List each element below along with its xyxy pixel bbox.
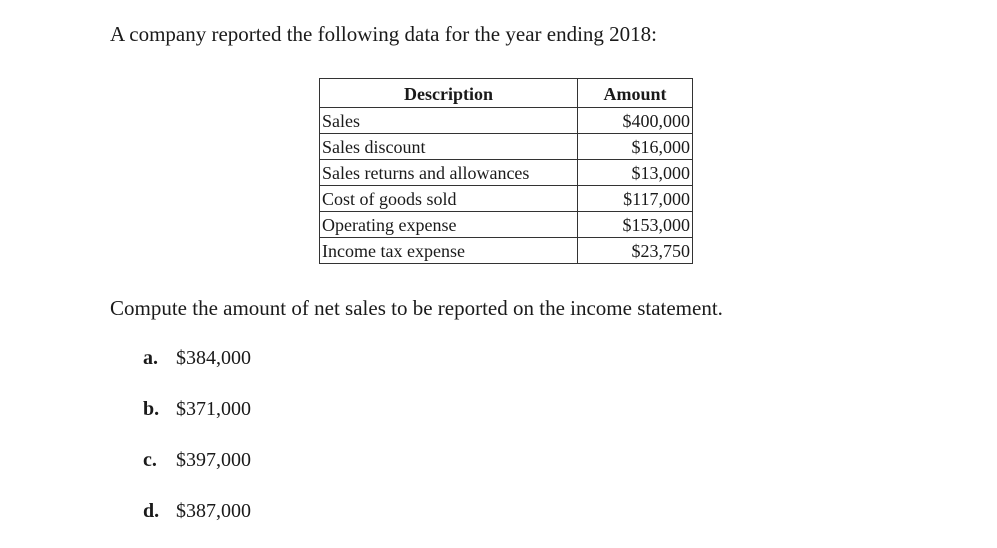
row-amount: $16,000 (578, 134, 693, 160)
table-row (320, 160, 693, 186)
row-description: Sales returns and allowances (320, 160, 578, 186)
column-header-amount: Amount (578, 79, 693, 108)
row-amount: $23,750 (578, 238, 693, 264)
table-row (320, 238, 693, 264)
row-description: Operating expense (320, 212, 578, 238)
option-letter: d. (143, 500, 160, 522)
option-value: $384,000 (176, 347, 251, 369)
row-amount: $153,000 (578, 212, 693, 238)
row-amount: $400,000 (578, 108, 693, 134)
option-value: $387,000 (176, 500, 251, 522)
option-value: $397,000 (176, 449, 251, 471)
answer-options-list (143, 344, 251, 548)
table-row (320, 212, 693, 238)
answer-option-b[interactable] (143, 395, 251, 446)
question-text: Compute the amount of net sales to be reported on the income statement. (110, 296, 723, 320)
row-description: Sales (320, 108, 578, 134)
answer-option-c[interactable] (143, 446, 251, 497)
answer-option-a[interactable] (143, 344, 251, 395)
table-row (320, 108, 693, 134)
row-description: Sales discount (320, 134, 578, 160)
row-amount: $117,000 (578, 186, 693, 212)
intro-text: A company reported the following data for the year ending 2018: (110, 22, 658, 46)
option-letter: a. (143, 347, 158, 369)
row-description: Cost of goods sold (320, 186, 578, 212)
option-letter: b. (143, 398, 160, 420)
row-amount: $13,000 (578, 160, 693, 186)
financial-data-table (319, 78, 693, 264)
table-header-row (320, 79, 693, 108)
column-header-description: Description (320, 79, 578, 108)
option-letter: c. (143, 449, 157, 471)
row-description: Income tax expense (320, 238, 578, 264)
option-value: $371,000 (176, 398, 251, 420)
table-row (320, 134, 693, 160)
table-row (320, 186, 693, 212)
answer-option-d[interactable] (143, 497, 251, 548)
